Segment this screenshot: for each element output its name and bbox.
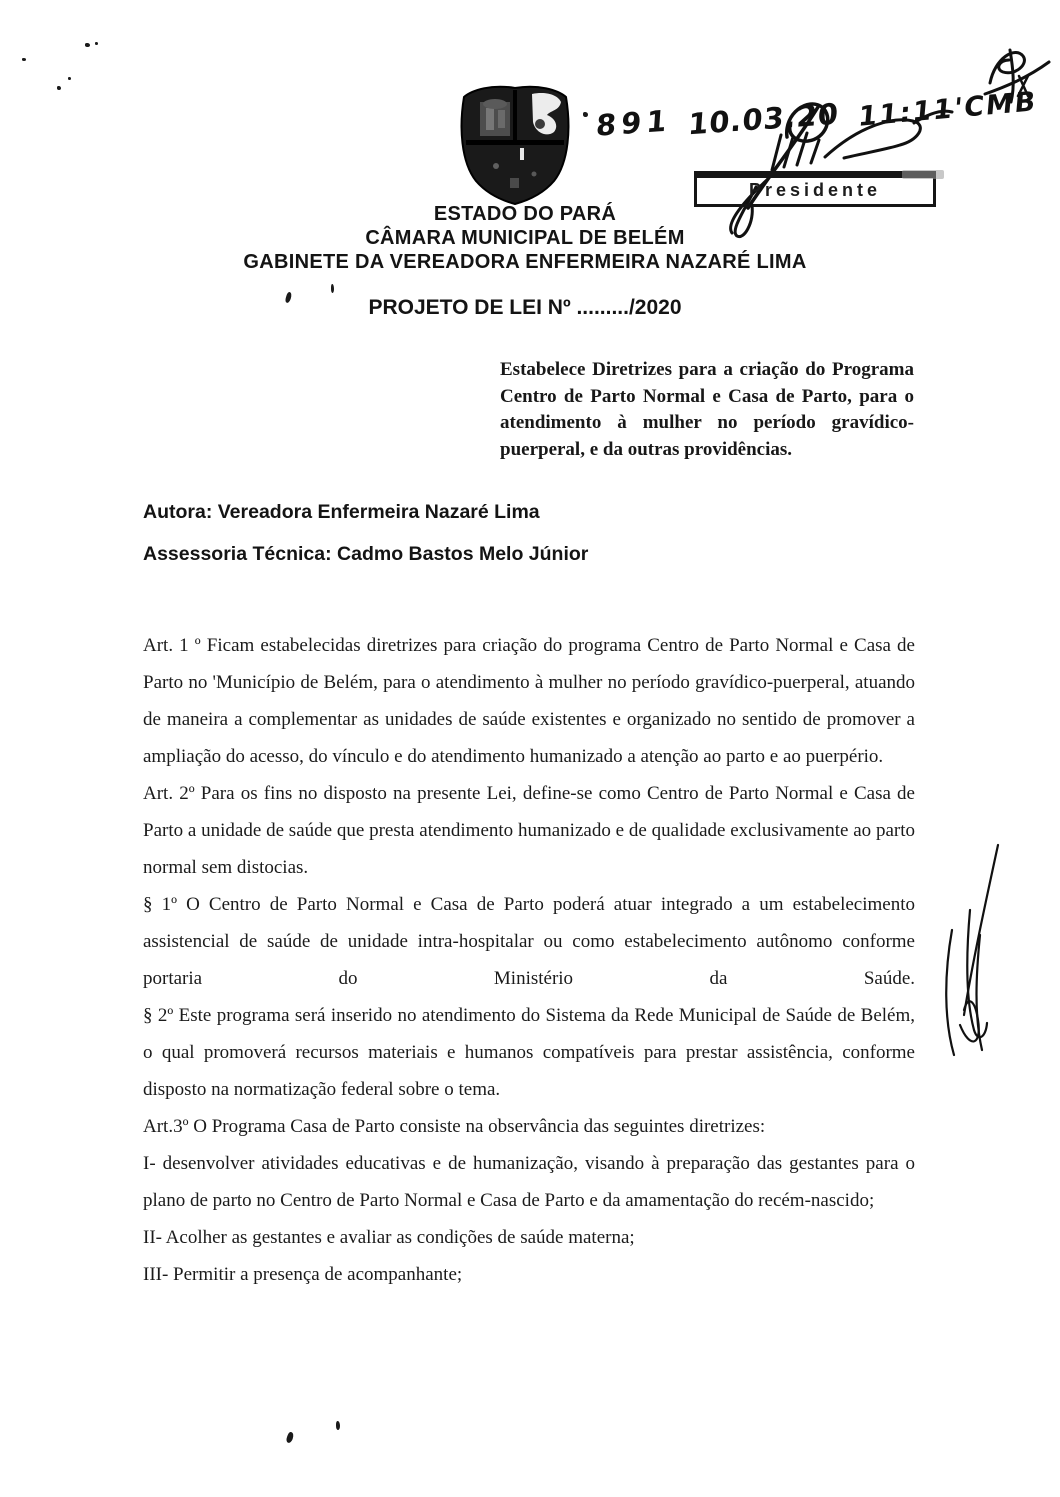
margin-pen-scribble <box>930 815 1020 1075</box>
letterhead-office: GABINETE DA VEREADORA ENFERMEIRA NAZARÉ LIMA <box>243 251 807 273</box>
ink-speck <box>22 58 26 61</box>
pen-initials-scribble <box>965 38 1055 110</box>
ementa-paragraph: Estabelece Diretrizes para a criação do Programa Centro de Parto Normal e Casa de Parto, para o atendimento à mulher no período gravídico-puerperal, e da outras providências. <box>500 359 914 460</box>
paragraph-1: § 1º O Centro de Parto Normal e Casa de Parto poderá atuar integrado a um estabelecimento assistencial de saúde de unidade intra-hospitalar ou como estabelecimento autônomo conforme portaria do Ministério da Saúde. <box>143 894 915 989</box>
letterhead-chamber: CÂMARA MUNICIPAL DE BELÉM <box>365 227 685 249</box>
letterhead-state: ESTADO DO PARÁ <box>433 203 617 225</box>
handwritten-date: 10.03.20 <box>686 96 841 142</box>
letterhead <box>90 202 960 274</box>
stamp-smudge <box>902 170 944 179</box>
article-2-paragraph: Art. 2º Para os fins no disposto na presente Lei, define-se como Centro de Parto Normal e Casa de Parto a unidade de saúde que presta atendimento humanizado e de qualidade exclusivamente ao parto normal sem distocias. <box>143 783 915 878</box>
document-title: PROJETO DE LEI Nº ........./2020 <box>368 296 682 319</box>
handwritten-time-initials: 11:11'CMB <box>856 85 1039 134</box>
presidente-stamp-label: Presidente <box>748 180 882 200</box>
ink-speck <box>85 43 90 47</box>
ink-speck <box>57 86 61 90</box>
paragraph-2: § 2º Este programa será inserido no atendimento do Sistema da Rede Municipal de Saúde de Belém, o qual promoverá recursos materiais e humanos compatíveis para prestar assistência, conforme disposto na normatização federal sobre o tema. <box>143 1005 915 1100</box>
ink-speck <box>336 1421 340 1430</box>
ink-speck <box>95 42 98 45</box>
author-line: Autora: Vereadora Enfermeira Nazaré Lima <box>143 501 540 523</box>
ink-speck <box>68 77 71 80</box>
ink-speck <box>285 1431 294 1443</box>
ink-speck <box>331 284 334 293</box>
technical-advisor-line: Assessoria Técnica: Cadmo Bastos Melo Júnior <box>143 543 589 565</box>
item-I-paragraph: I- desenvolver atividades educativas e de humanização, visando à preparação das gestantes para o plano de parto no Centro de Parto Normal e Casa de Parto e da amamentação do recém-nascido; <box>143 1153 915 1211</box>
article-1-paragraph: Art. 1 º Ficam estabelecidas diretrizes para criação do programa Centro de Parto Normal e Casa de Parto no 'Município de Belém, para o atendimento à mulher no período gravídico-puerperal, atuando de maneira a complementar as unidades de saúde existentes e organizado no sentido de promover a ampliação do acesso, do vínculo e do atendimento humanizado a atenção ao parto e ao puerpério. <box>143 635 915 767</box>
ink-speck <box>583 112 588 117</box>
handwritten-protocol-number: 891 <box>594 103 673 143</box>
coat-of-arms <box>450 82 580 208</box>
article-3-paragraph: Art.3º O Programa Casa de Parto consiste na observância das seguintes diretrizes: <box>143 1116 766 1137</box>
item-II-paragraph: II- Acolher as gestantes e avaliar as condições de saúde materna; <box>143 1227 635 1248</box>
item-III-paragraph: III- Permitir a presença de acompanhante; <box>143 1264 463 1285</box>
law-body-text <box>143 627 915 1293</box>
